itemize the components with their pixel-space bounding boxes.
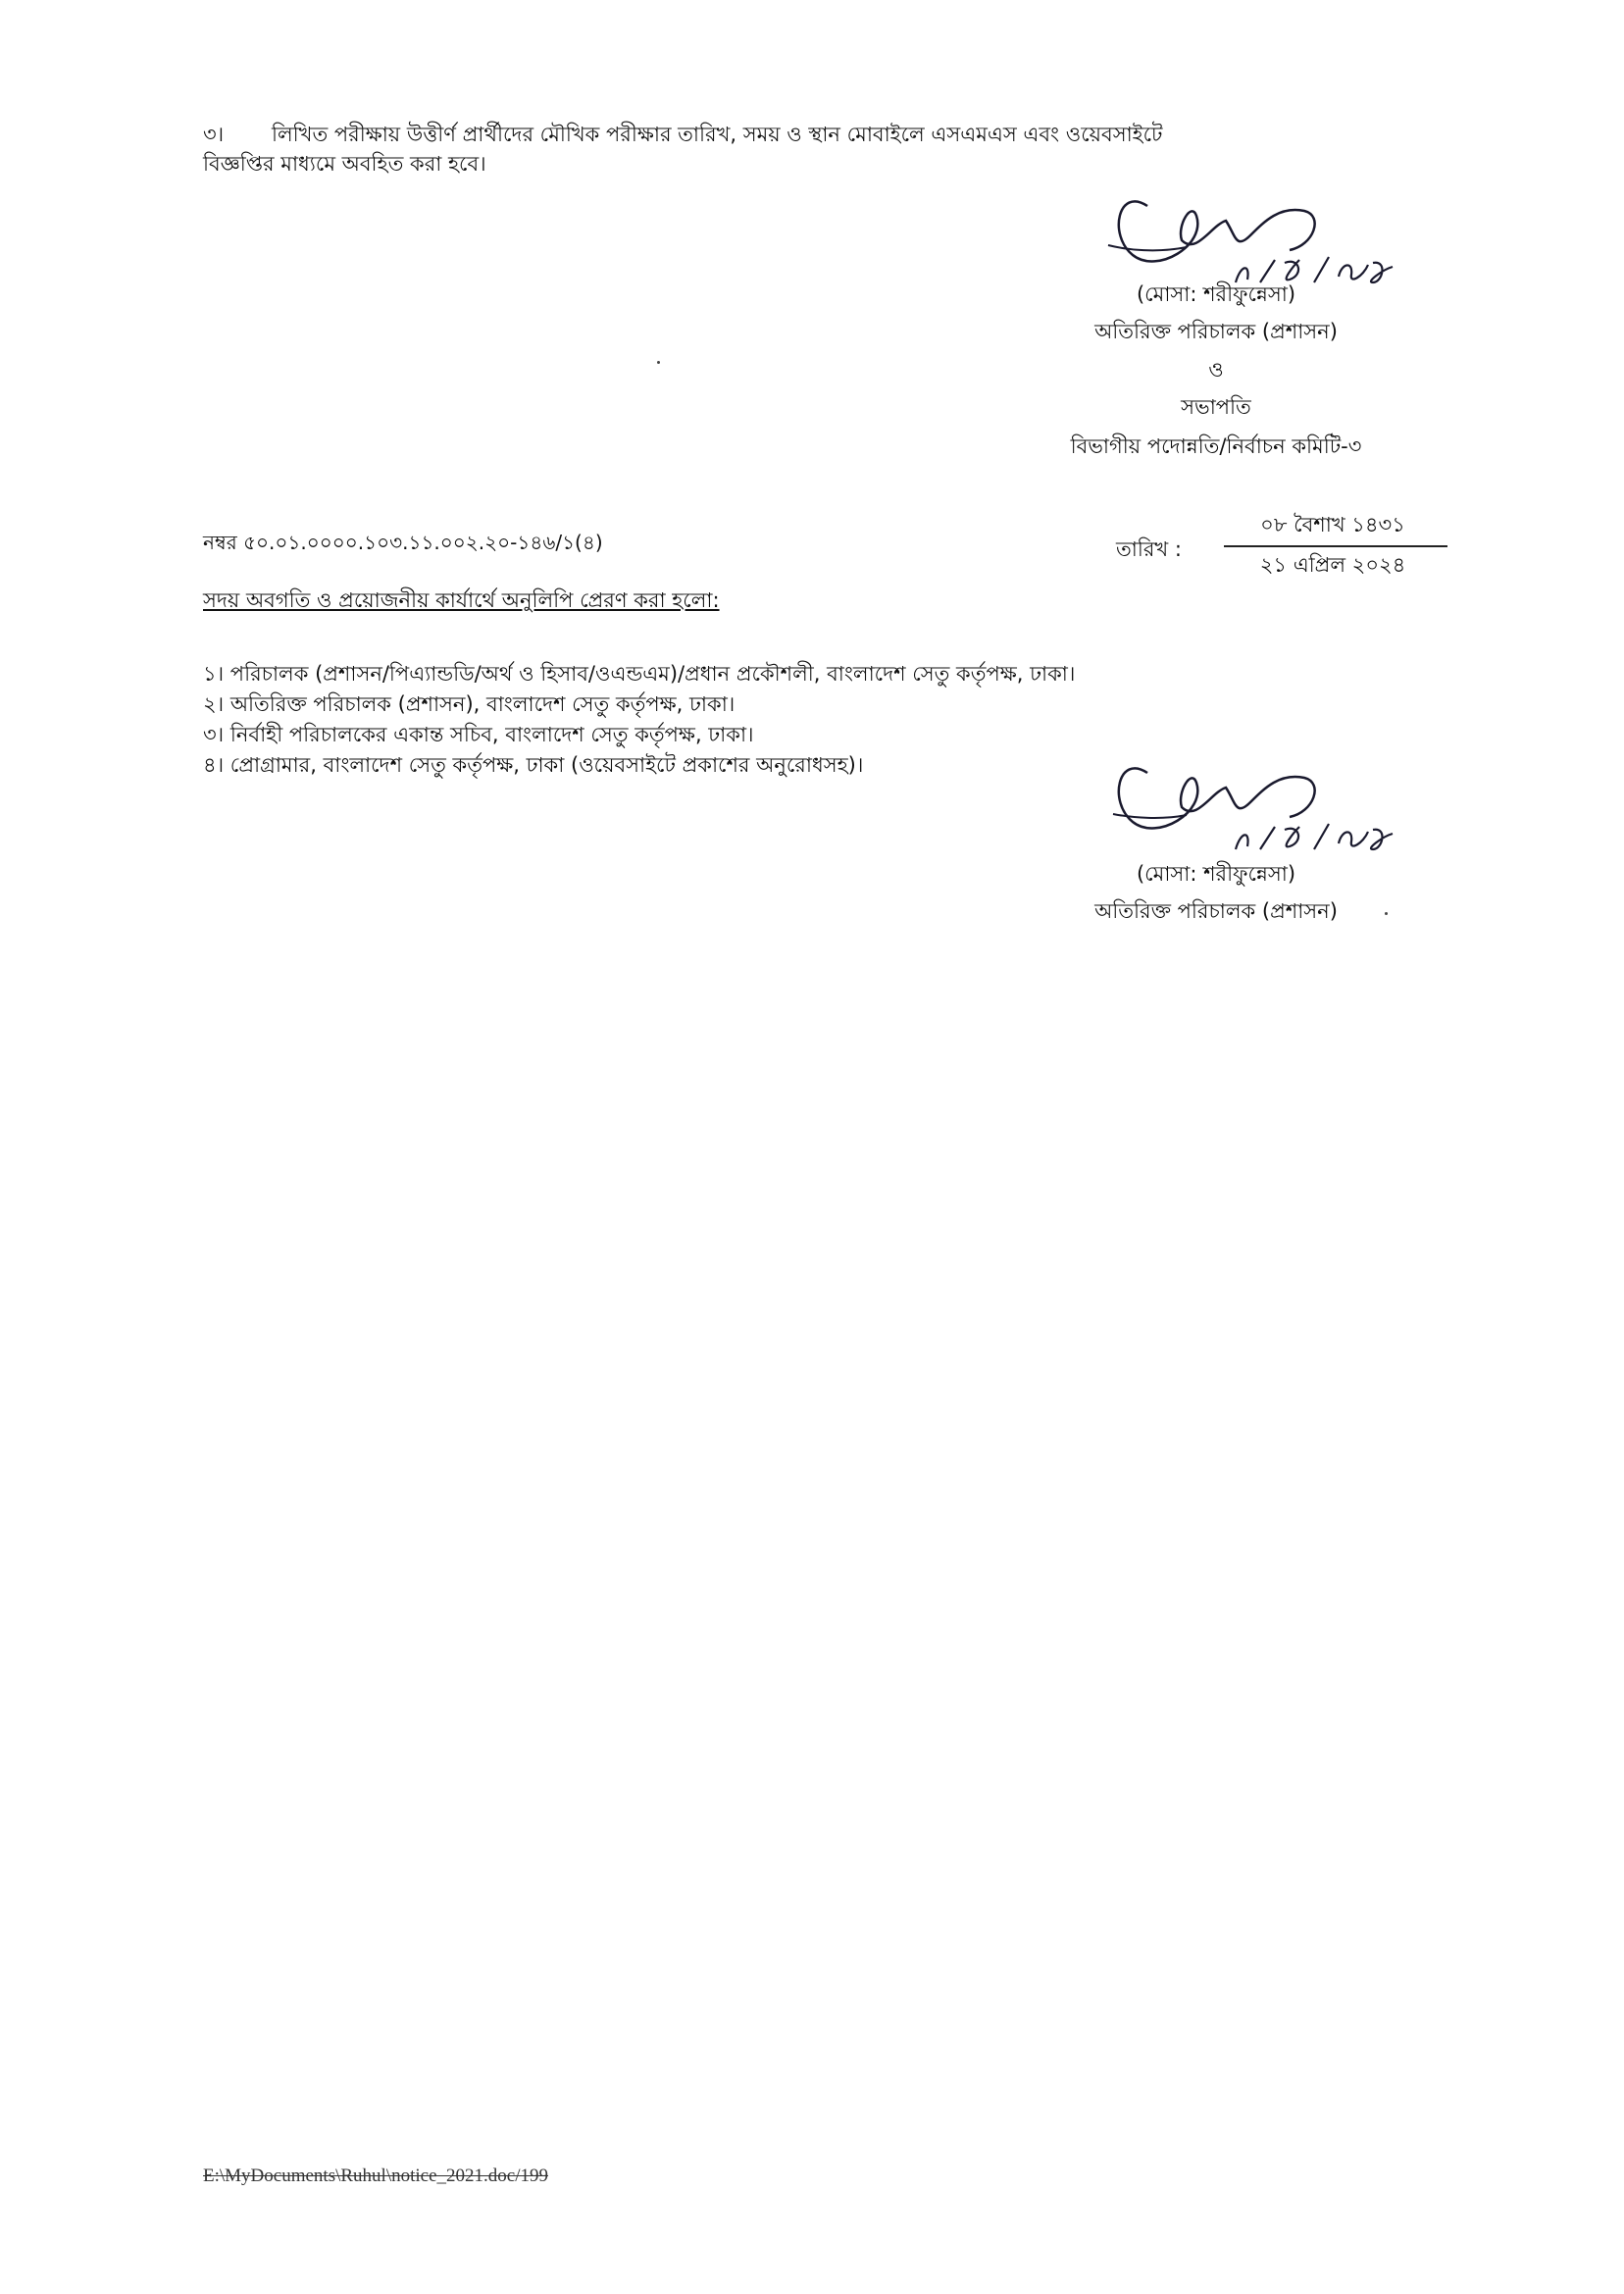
signatory-1-role: সভাপতি: [1181, 395, 1251, 419]
scan-speck: [1385, 912, 1388, 915]
copy-to-list: [203, 659, 1075, 781]
list-item: ২। অতিরিক্ত পরিচালক (প্রশাসন), বাংলাদেশ সেতু কর্তৃপক্ষ, ঢাকা।: [203, 692, 736, 716]
signatory-2-title: অতিরিক্ত পরিচালক (প্রশাসন): [1094, 899, 1338, 923]
date-bangla: ০৮ বৈশাখ ১৪৩১: [1260, 513, 1405, 536]
list-item: ৪। প্রোগ্রামার, বাংলাদেশ সেতু কর্তৃপক্ষ, ঢাকা (ওয়েবসাইটে প্রকাশের অনুরোধসহ)।: [203, 753, 864, 777]
footer-file-path: E:\MyDocuments\Ruhul\notice_2021.doc/199: [203, 2166, 548, 2186]
list-item: ৩। নির্বাহী পরিচালকের একান্ত সচিব, বাংলাদেশ সেতু কর্তৃপক্ষ, ঢাকা।: [203, 723, 754, 746]
paragraph-line-2: বিজ্ঞপ্তির মাধ্যমে অবহিত করা হবে।: [203, 152, 486, 176]
signatory-1-title: অতিরিক্ত পরিচালক (প্রশাসন): [1094, 320, 1338, 343]
date-label: তারিখ :: [1116, 537, 1182, 561]
date-gregorian: ২১ এপ্রিল ২০২৪: [1259, 553, 1406, 577]
signatory-2-name: (মোসা: শরীফুন্নেসা): [1136, 862, 1296, 886]
signature-1-image: [1089, 167, 1402, 294]
copy-to-heading: সদয় অবগতি ও প্রয়োজনীয় কার্যার্থে অনুলিপি প্রেরণ করা হলো:: [203, 588, 720, 612]
paragraph-line-1: লিখিত পরীক্ষায় উত্তীর্ণ প্রার্থীদের মৌখিক পরীক্ষার তারিখ, সময় ও স্থান মোবাইলে এসএমএস এবং ওয়েবসাইটে: [272, 123, 1163, 146]
memo-number: নম্বর ৫০.০১.০০০০.১০৩.১১.০০২.২০-১৪৬/১(৪): [203, 531, 603, 554]
date-divider: [1224, 545, 1447, 547]
scan-speck: [657, 361, 660, 364]
paragraph-number: ৩।: [203, 123, 225, 146]
signatory-1-committee: বিভাগীয় পদোন্নতি/নির্বাচন কমিটি-৩: [1070, 434, 1362, 458]
signature-2-image: [1089, 734, 1402, 861]
signatory-1-conjunction: ও: [1208, 358, 1224, 382]
list-item: ১। পরিচালক (প্রশাসন/পিএ্যান্ডডি/অর্থ ও হিসাব/ওএন্ডএম)/প্রধান প্রকৌশলী, বাংলাদেশ সেতু কর্তৃপক্ষ, ঢাকা।: [203, 662, 1076, 686]
signatory-1-name: (মোসা: শরীফুন্নেসা): [1136, 282, 1296, 306]
